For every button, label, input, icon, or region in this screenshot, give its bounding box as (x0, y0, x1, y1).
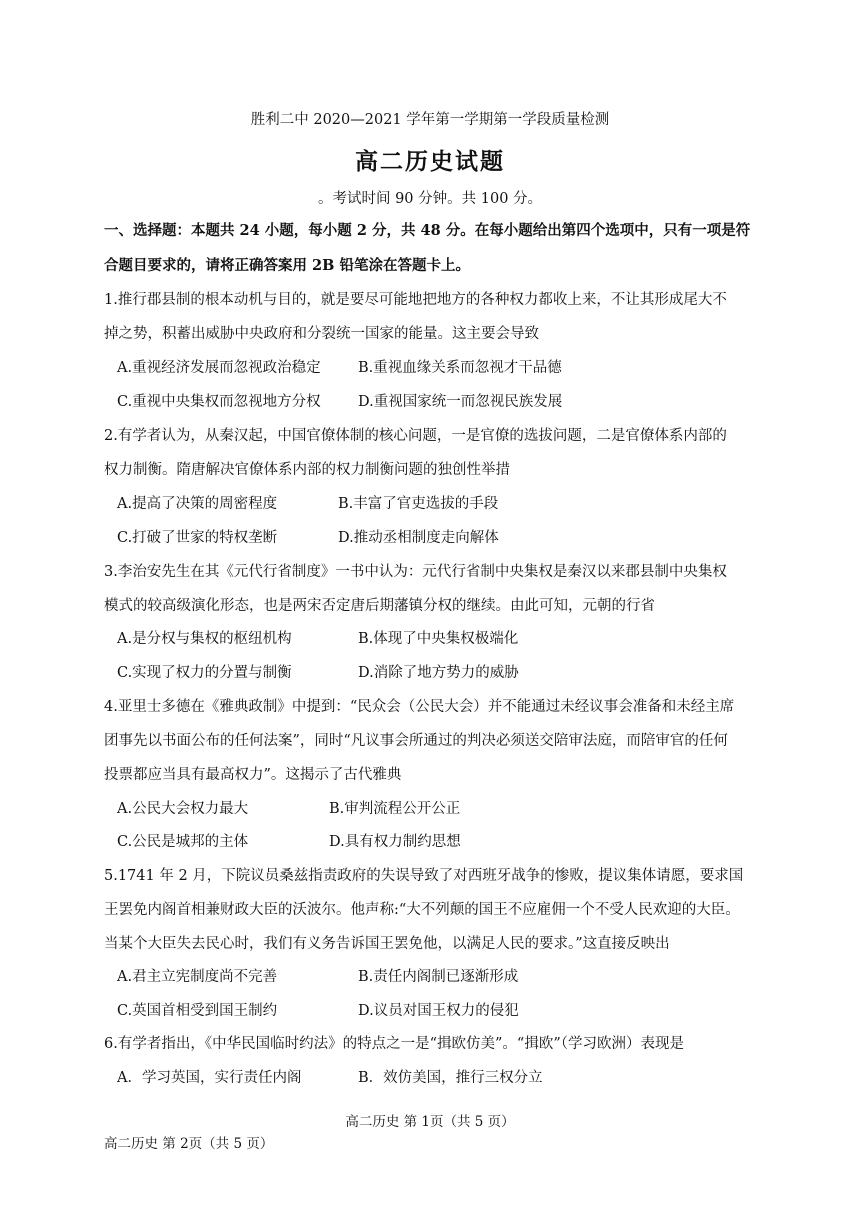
exam-header-subtitle: 胜利二中 2020—2021 学年第一学期第一学段质量检测 (250, 112, 610, 128)
question-3-option-b[interactable]: B.体现了中央集权极端化 (358, 631, 519, 647)
question-5-option-a[interactable]: A.君主立宪制度尚不完善 (117, 969, 278, 985)
question-5-line-2: 王罢免内阁首相兼财政大臣的沃波尔。他声称:“大不列颠的国王不应雇佣一个不受人民欢迎的大臣。 (104, 902, 740, 918)
section-instruction-line-1: 一、选择题：本题共 24 小题，每小题 2 分，共 48 分。在每小题给出第四个选项中，只有一项是符 (104, 222, 751, 239)
exam-info: 。考试时间 90 分钟。共 100 分。 (317, 191, 543, 207)
question-5-line-1: 5.1741 年 2 月，下院议员桑兹指责政府的失误导致了对西班牙战争的惨败，提议集体请愿，要求国 (104, 868, 744, 884)
question-5-option-d[interactable]: D.议员对国王权力的侵犯 (358, 1003, 519, 1019)
question-3-option-d[interactable]: D.消除了地方势力的威胁 (358, 665, 519, 681)
question-4-option-a[interactable]: A.公民大会权力最大 (117, 801, 249, 817)
page-footer-center: 高二历史 第 1页（共 5 页） (345, 1114, 515, 1130)
page-footer-left: 高二历史 第 2页（共 5 页） (104, 1136, 274, 1152)
question-3-option-a[interactable]: A.是分权与集权的枢纽机构 (117, 631, 292, 647)
question-5-line-3: 当某个大臣失去民心时，我们有义务告诉国王罢免他，以满足人民的要求。”这直接反映出 (104, 936, 670, 952)
question-2-line-2: 权力制衡。隋唐解决官僚体系内部的权力制衡问题的独创性举措 (104, 462, 510, 478)
question-3-option-c[interactable]: C.实现了权力的分置与制衡 (117, 665, 292, 681)
question-1-option-b[interactable]: B.重视血缘关系而忽视才干品德 (358, 360, 562, 376)
question-4-line-3: 投票都应当具有最高权力”。这揭示了古代雅典 (104, 767, 402, 783)
question-4-option-c[interactable]: C.公民是城邦的主体 (117, 834, 249, 850)
question-5-option-b[interactable]: B.责任内阁制已逐渐形成 (358, 969, 519, 985)
question-1-option-c[interactable]: C.重视中央集权而忽视地方分权 (117, 394, 321, 410)
section-instruction-line-2: 合题目要求的，请将正确答案用 2B 铅笔涂在答题卡上。 (104, 257, 470, 274)
question-1-option-d[interactable]: D.重视国家统一而忽视民族发展 (358, 394, 563, 410)
question-1-line-1: 1.推行郡县制的根本动机与目的，就是要尽可能地把地方的各种权力都收上来，不让其形成尾大不 (104, 292, 727, 308)
question-2-line-1: 2.有学者认为，从秦汉起，中国官僚体制的核心问题，一是官僚的选拔问题，二是官僚体系内部的 (104, 428, 727, 444)
question-5-option-c[interactable]: C.英国首相受到国王制约 (117, 1003, 278, 1019)
question-6-option-a[interactable]: A．学习英国，实行责任内阁 (117, 1070, 302, 1086)
question-6-line-1: 6.有学者指出，《中华民国临时约法》的特点之一是“揖欧仿美”。“揖欧”（学习欧洲）表现是 (104, 1036, 684, 1052)
question-2-option-b[interactable]: B.丰富了官吏选拔的手段 (338, 496, 499, 512)
question-4-line-2: 团事先以书面公布的任何法案”，同时“凡议事会所通过的判决必须送交陪审法庭，而陪审官的任何 (104, 733, 728, 749)
question-3-line-1: 3.李治安先生在其《元代行省制度》一书中认为：元代行省制中央集权是秦汉以来郡县制中央集权 (104, 564, 727, 580)
question-2-option-c[interactable]: C.打破了世家的特权垄断 (117, 530, 278, 546)
question-3-line-2: 模式的较高级演化形态，也是两宋否定唐后期藩镇分权的继续。由此可知，元朝的行省 (104, 598, 655, 614)
question-6-option-b[interactable]: B．效仿美国，推行三权分立 (358, 1070, 543, 1086)
page-title: 高二历史试题 (355, 148, 505, 175)
question-2-option-d[interactable]: D.推动丞相制度走向解体 (338, 530, 499, 546)
question-4-option-d[interactable]: D.具有权力制约思想 (329, 834, 461, 850)
question-2-option-a[interactable]: A.提高了决策的周密程度 (117, 496, 278, 512)
question-4-line-1: 4.亚里士多德在《雅典政制》中提到：“民众会（公民大会）并不能通过未经议事会准备和未经主席 (104, 699, 735, 715)
question-4-option-b[interactable]: B.审判流程公开公正 (329, 801, 461, 817)
question-1-option-a[interactable]: A.重视经济发展而忽视政治稳定 (117, 360, 321, 376)
question-1-line-2: 掉之势，积蓄出威胁中央政府和分裂统一国家的能量。这主要会导致 (104, 326, 539, 342)
